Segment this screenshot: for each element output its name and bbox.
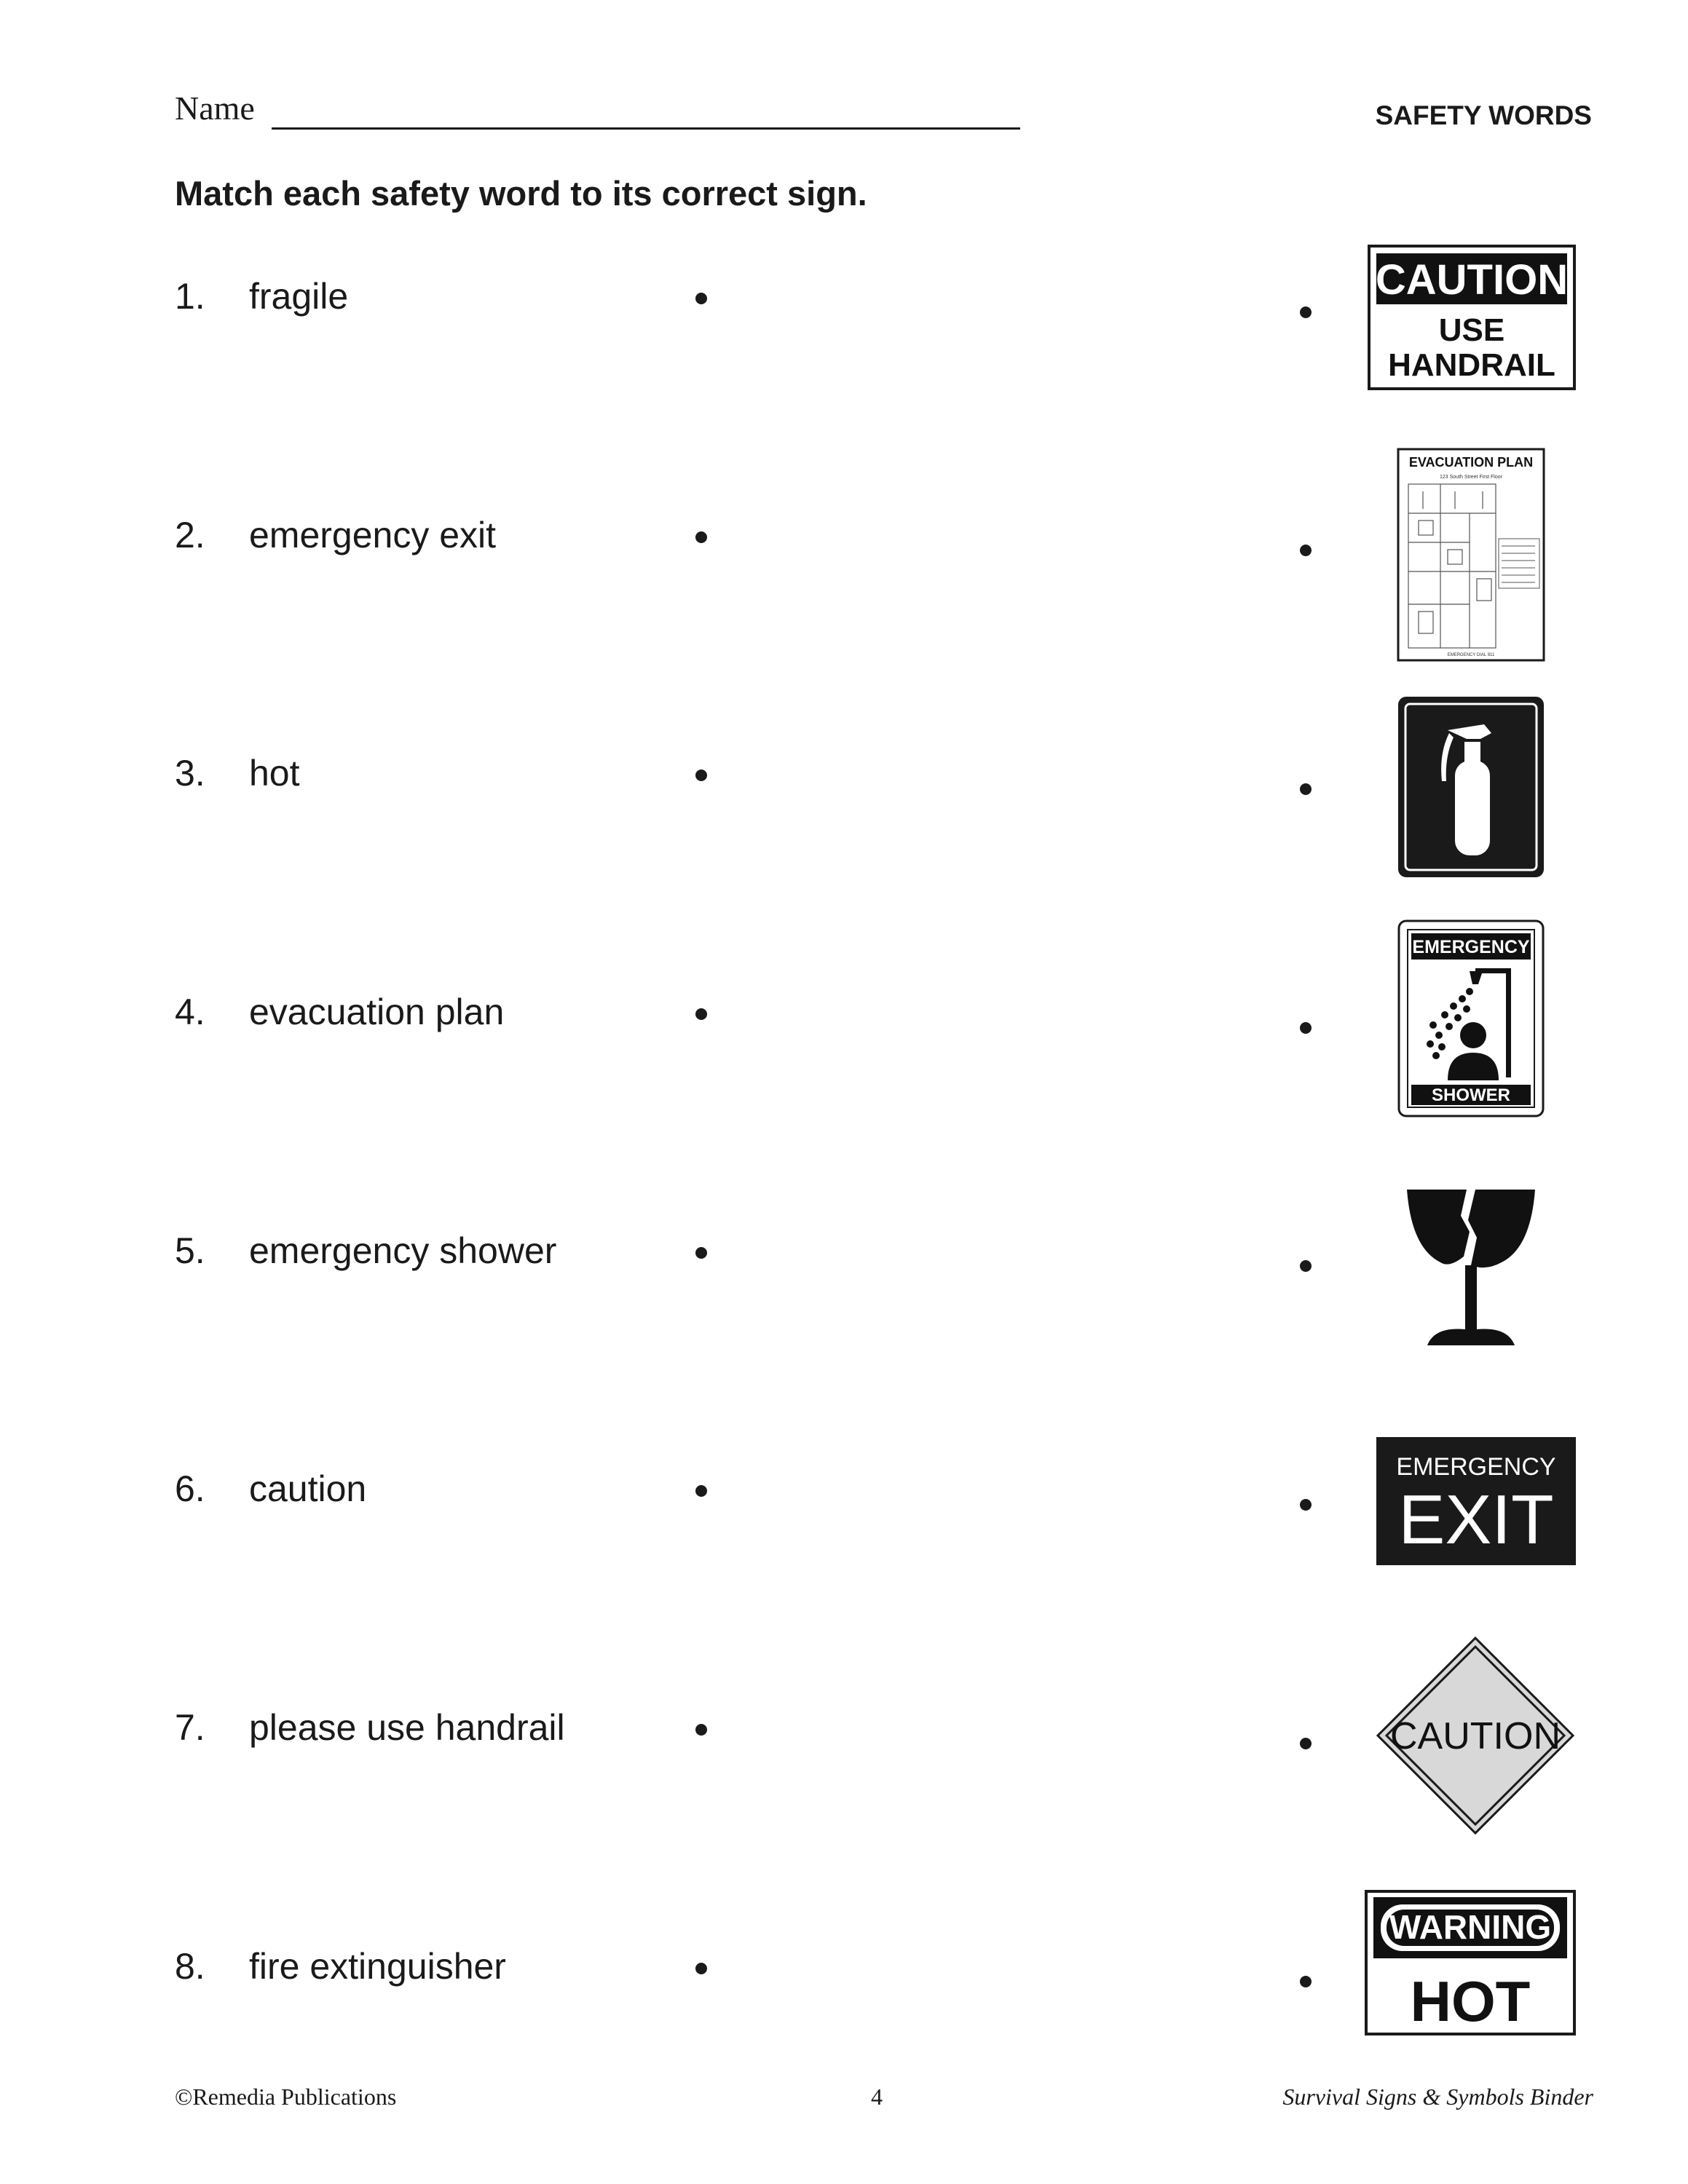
- item-word: emergency shower: [249, 1230, 557, 1271]
- left-match-dot[interactable]: [695, 293, 707, 304]
- item-word: hot: [249, 753, 300, 794]
- item-word: fire extinguisher: [249, 1946, 506, 1987]
- emergency-exit-sign: [1376, 1437, 1576, 1565]
- caution-diamond-text: CAUTION: [1390, 1715, 1561, 1757]
- handrail-text: HANDRAIL: [1388, 347, 1555, 383]
- hot-text: HOT: [1410, 1969, 1531, 2033]
- right-match-dot[interactable]: [1300, 1260, 1312, 1272]
- evacuation-plan-footer: EMERGENCY DIAL 911: [1447, 653, 1495, 657]
- page-number: 4: [871, 2084, 883, 2110]
- evacuation-plan-sign: [1397, 448, 1545, 662]
- right-match-dot[interactable]: [1300, 545, 1312, 556]
- item-number: 7.: [175, 1707, 205, 1748]
- item-word: please use handrail: [249, 1707, 565, 1748]
- fragile-sign: [1405, 1187, 1537, 1348]
- exit-text: EXIT: [1398, 1481, 1554, 1559]
- shower-label: SHOWER: [1432, 1085, 1510, 1105]
- item-word: evacuation plan: [249, 992, 505, 1032]
- right-match-dot[interactable]: [1300, 1738, 1312, 1749]
- fire-extinguisher-sign: [1397, 695, 1545, 879]
- broken-glass-icon: [1407, 1190, 1535, 1345]
- name-line[interactable]: [272, 127, 1020, 130]
- caution-handrail-sign: [1368, 245, 1576, 390]
- item-number: 3.: [175, 753, 205, 794]
- right-match-dot[interactable]: [1300, 1499, 1312, 1511]
- right-match-dot[interactable]: [1300, 306, 1312, 318]
- instructions: Match each safety word to its correct sign.: [175, 174, 867, 213]
- item-number: 6.: [175, 1468, 205, 1509]
- name-label: Name: [175, 90, 255, 127]
- warning-text: WARNING: [1389, 1908, 1552, 1946]
- emergency-label: EMERGENCY: [1412, 937, 1530, 957]
- warning-hot-sign: [1365, 1890, 1576, 2035]
- item-word: emergency exit: [249, 515, 497, 555]
- left-match-dot[interactable]: [695, 1485, 707, 1497]
- publisher-credit: ©Remedia Publications: [175, 2084, 397, 2110]
- left-match-dot[interactable]: [695, 1008, 707, 1020]
- use-text: USE: [1438, 312, 1505, 348]
- left-match-dot[interactable]: [695, 1724, 707, 1736]
- emergency-shower-sign: [1397, 919, 1545, 1118]
- item-number: 2.: [175, 515, 205, 555]
- item-number: 4.: [175, 992, 205, 1032]
- item-word: caution: [249, 1468, 367, 1509]
- evacuation-plan-title: EVACUATION PLAN: [1408, 455, 1534, 470]
- item-number: 5.: [175, 1230, 205, 1271]
- right-match-dot[interactable]: [1300, 1976, 1312, 1987]
- right-match-dot[interactable]: [1300, 1022, 1312, 1034]
- emergency-exit-top: EMERGENCY: [1396, 1453, 1556, 1481]
- evacuation-plan-address: 123 South Street First Floor: [1440, 475, 1502, 480]
- left-match-dot[interactable]: [695, 531, 707, 543]
- right-match-dot[interactable]: [1300, 783, 1312, 795]
- item-word: fragile: [249, 276, 349, 317]
- item-number: 8.: [175, 1946, 205, 1987]
- book-title: Survival Signs & Symbols Binder: [1282, 2084, 1593, 2110]
- caution-diamond-sign: [1375, 1635, 1576, 1836]
- left-match-dot[interactable]: [695, 1247, 707, 1259]
- caution-text: CAUTION: [1375, 256, 1569, 304]
- left-match-dot[interactable]: [695, 1963, 707, 1974]
- item-number: 1.: [175, 276, 205, 317]
- left-match-dot[interactable]: [695, 769, 707, 781]
- worksheet-title: SAFETY WORDS: [1375, 100, 1592, 130]
